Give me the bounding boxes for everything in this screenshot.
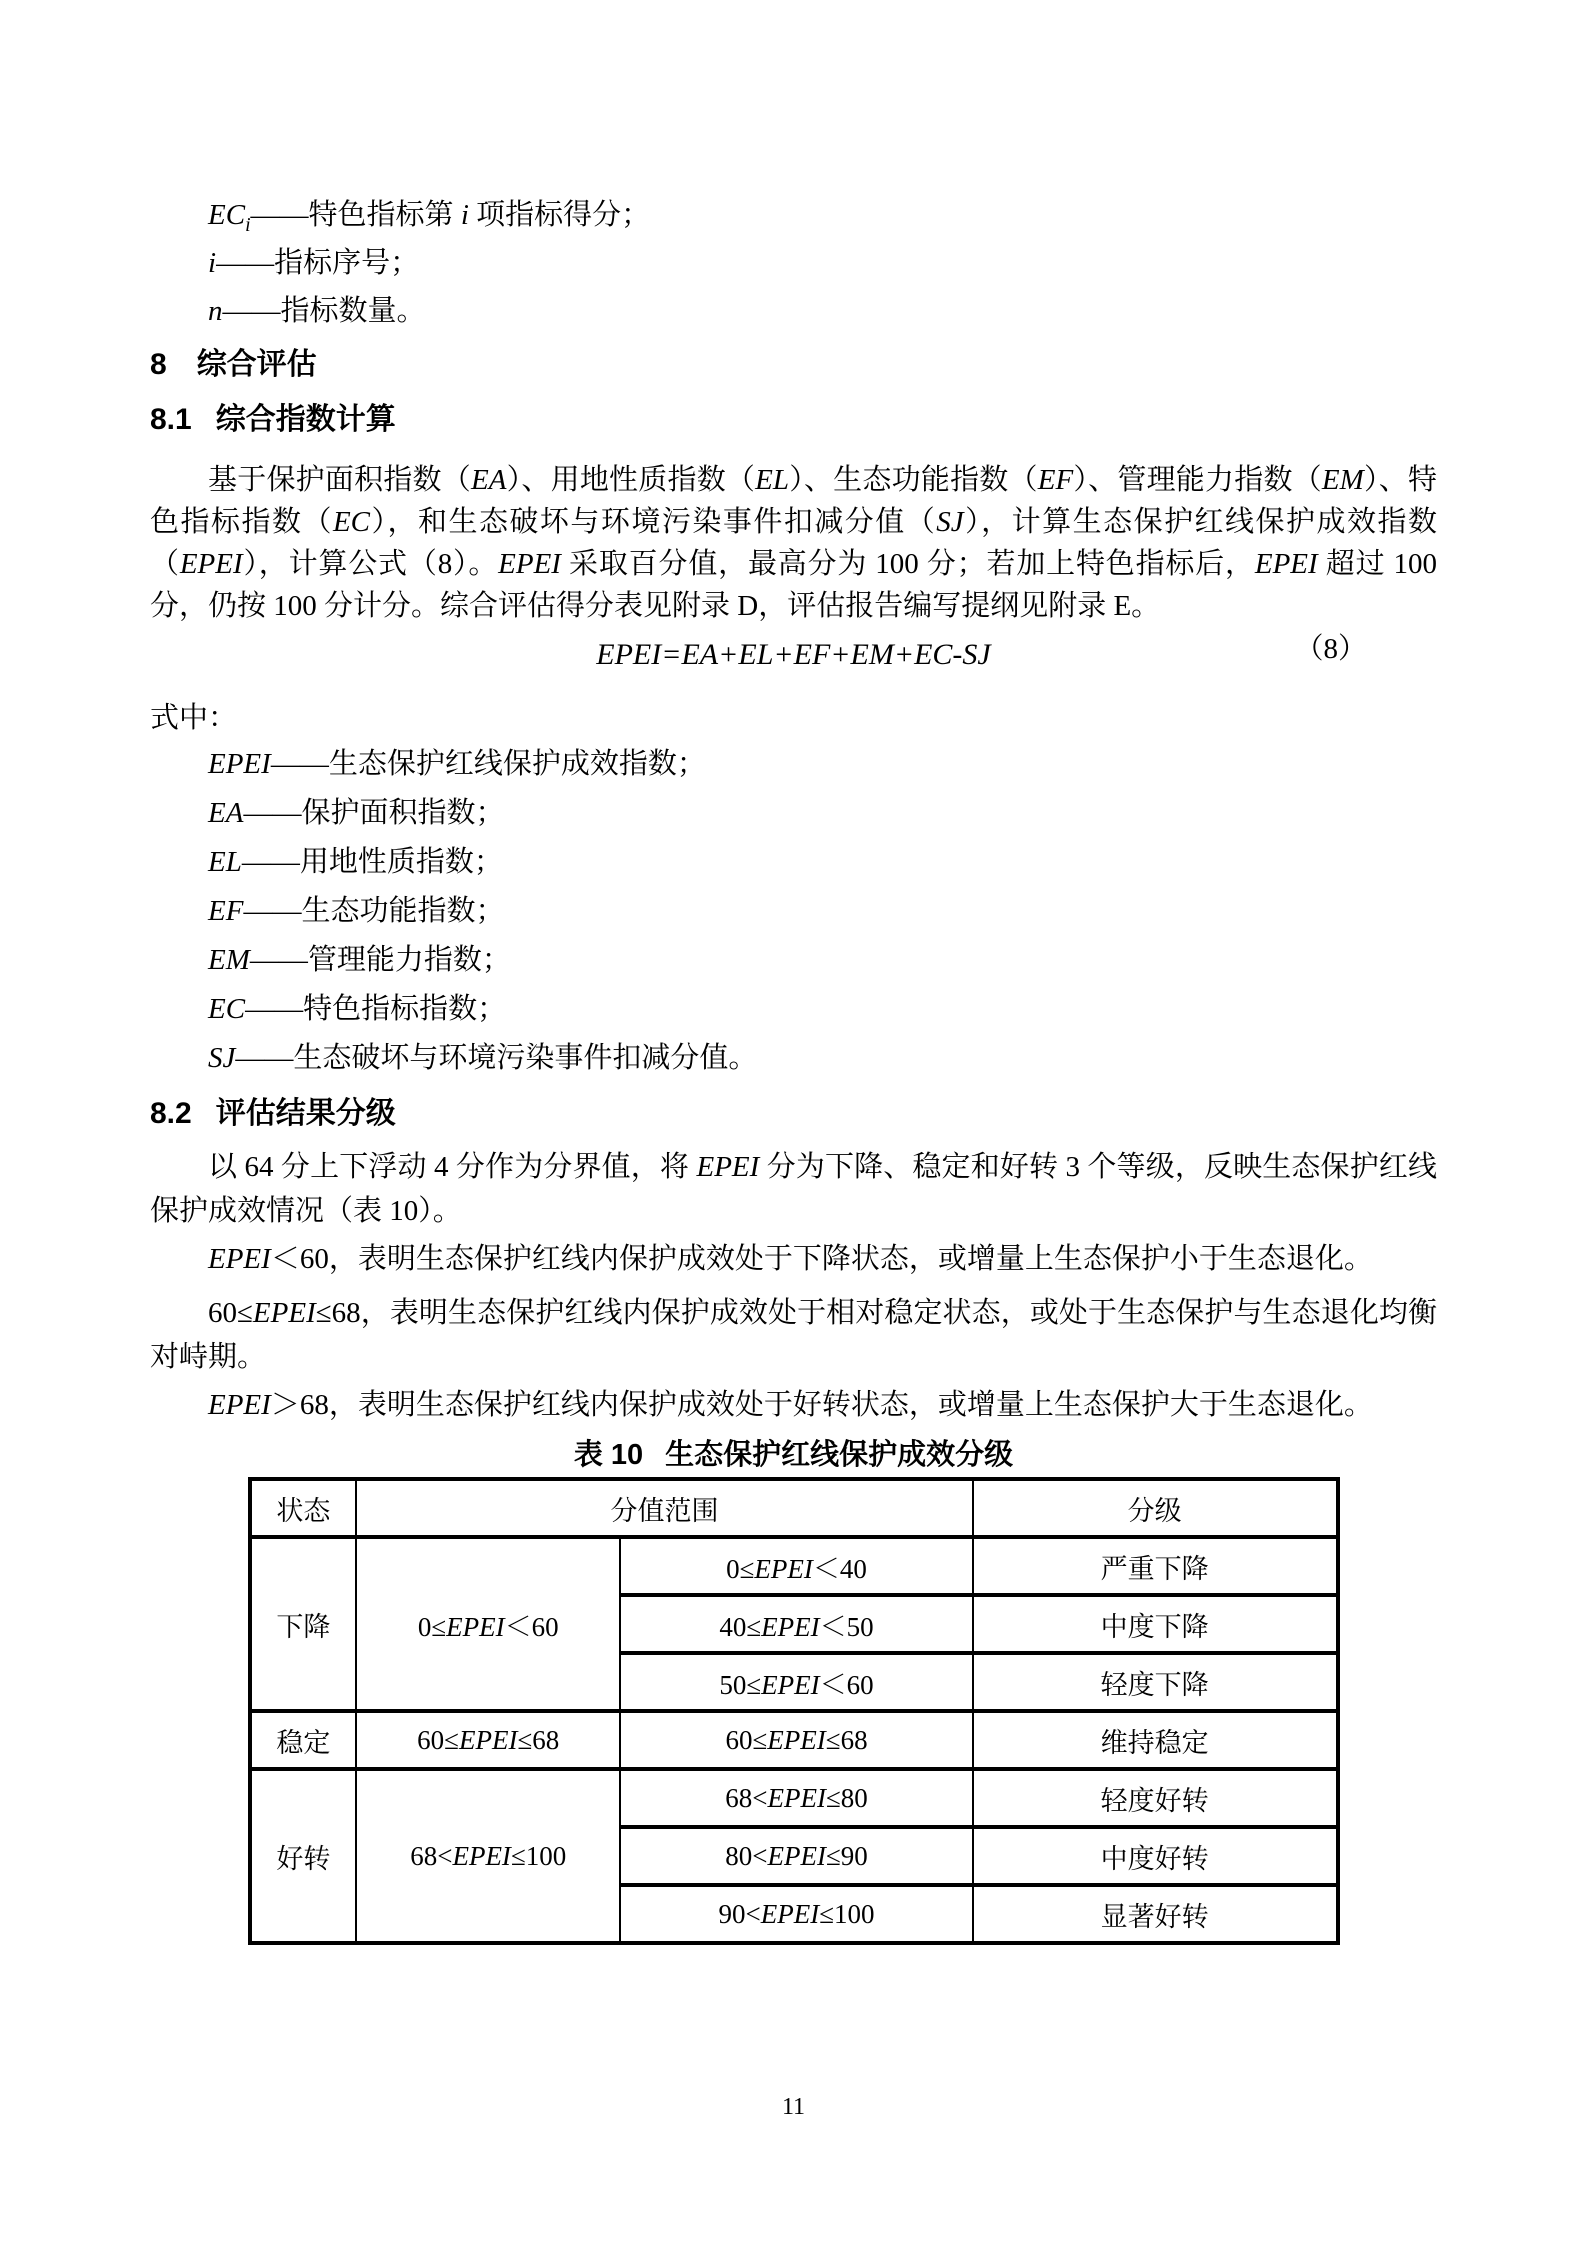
table-row bbox=[250, 1537, 1338, 1595]
formula-number: （8） bbox=[1294, 633, 1367, 665]
section-number: 8.2 bbox=[150, 1097, 192, 1130]
section-heading-8-1 bbox=[150, 395, 1437, 445]
where-definition-line: EF——生态功能指数； bbox=[208, 895, 505, 927]
table-header-row bbox=[250, 1479, 1338, 1537]
cell-subrange: 68<EPEI≤80 bbox=[620, 1769, 973, 1827]
formula-epei: EPEI=EA+EL+EF+EM+EC-SJ bbox=[596, 638, 991, 671]
cell-range-stable: 60≤EPEI≤68 bbox=[356, 1711, 620, 1769]
cell-status-decline: 下降 bbox=[250, 1537, 357, 1711]
cell-subrange: 60≤EPEI≤68 bbox=[620, 1711, 973, 1769]
paragraph-8-2: 以 64 分上下浮动 4 分作为分界值，将 EPEI 分为下降、稳定和好转 3 个等级，反映生态保护红线保护成效情况（表 10）。 bbox=[150, 1151, 1437, 1227]
cell-grade: 中度下降 bbox=[973, 1595, 1338, 1653]
cell-status-stable: 稳定 bbox=[250, 1711, 357, 1769]
cell-subrange: 0≤EPEI＜40 bbox=[620, 1537, 973, 1595]
table-caption-title: 生态保护红线保护成效分级 bbox=[665, 1439, 1014, 1471]
cell-subrange: 50≤EPEI＜60 bbox=[620, 1653, 973, 1711]
header-status: 状态 bbox=[250, 1479, 357, 1537]
table-10 bbox=[248, 1477, 1340, 1945]
where-definition-line: EL——用地性质指数； bbox=[208, 846, 503, 878]
section-title: 综合指数计算 bbox=[215, 403, 396, 436]
cell-subrange: 80<EPEI≤90 bbox=[620, 1827, 973, 1885]
cell-range-improve: 68<EPEI≤100 bbox=[356, 1769, 620, 1943]
where-definition-line: EPEI——生态保护红线保护成效指数； bbox=[208, 748, 706, 780]
header-range: 分值范围 bbox=[356, 1479, 973, 1537]
cell-grade: 中度好转 bbox=[973, 1827, 1338, 1885]
param-definition-line: n——指标数量。 bbox=[208, 295, 426, 327]
where-definition-line: EM——管理能力指数； bbox=[208, 944, 511, 976]
where-definition-line: SJ——生态破坏与环境污染事件扣减分值。 bbox=[208, 1042, 758, 1074]
paragraph-8-2: EPEI＜60，表明生态保护红线内保护成效处于下降状态，或增量上生态保护小于生态退化。 bbox=[208, 1243, 1373, 1275]
table-caption-label: 表 10 bbox=[573, 1439, 644, 1471]
where-definition-line: EC——特色指标指数； bbox=[208, 993, 507, 1025]
cell-grade: 维持稳定 bbox=[973, 1711, 1338, 1769]
section-heading-8-2 bbox=[150, 1089, 1437, 1139]
param-definition-line: $EC_i——$特色指标第 i 项指标得分； bbox=[208, 199, 651, 236]
table-10-caption bbox=[150, 1433, 1437, 1477]
paragraph-8-1: 基于保护面积指数（EA）、用地性质指数（EL）、生态功能指数（EF）、管理能力指数（EM）、特色指标指数（EC），和生态破坏与环境污染事件扣减分值（SJ），计算生态保护红线保护成效指数（EPEI），计算公式（8）。EPEI 采取百分值，最高分为 100 分；若加上特色指标后，EPEI 超过 100 分，仍按 100 分计分。综合评估得分表见附录 D，评估报告编写提纲见附录 E。 bbox=[150, 464, 1437, 622]
table-row bbox=[250, 1711, 1338, 1769]
page-number: 11 bbox=[781, 2094, 806, 2120]
header-grade: 分级 bbox=[973, 1479, 1338, 1537]
section-title: 评估结果分级 bbox=[215, 1097, 396, 1130]
where-label: 式中： bbox=[150, 702, 238, 734]
cell-status-improve: 好转 bbox=[250, 1769, 357, 1943]
cell-grade: 显著好转 bbox=[973, 1885, 1338, 1943]
cell-grade: 轻度好转 bbox=[973, 1769, 1338, 1827]
paragraph-8-2: EPEI＞68，表明生态保护红线内保护成效处于好转状态，或增量上生态保护大于生态退化。 bbox=[208, 1389, 1373, 1421]
section-number: 8 bbox=[150, 348, 167, 381]
section-title: 综合评估 bbox=[196, 348, 317, 381]
where-definition-line: EA——保护面积指数； bbox=[208, 797, 505, 829]
formula-row bbox=[150, 632, 1437, 678]
cell-grade: 轻度下降 bbox=[973, 1653, 1338, 1711]
cell-grade: 严重下降 bbox=[973, 1537, 1338, 1595]
section-number: 8.1 bbox=[150, 403, 192, 436]
cell-range-decline: 0≤EPEI＜60 bbox=[356, 1537, 620, 1711]
paragraph-8-2: 60≤EPEI≤68，表明生态保护红线内保护成效处于相对稳定状态，或处于生态保护与生态退化均衡对峙期。 bbox=[150, 1297, 1437, 1373]
cell-subrange: 40≤EPEI＜50 bbox=[620, 1595, 973, 1653]
section-heading-8 bbox=[150, 340, 1437, 390]
table-row bbox=[250, 1769, 1338, 1827]
param-definition-line: i——指标序号； bbox=[208, 247, 420, 279]
cell-subrange: 90<EPEI≤100 bbox=[620, 1885, 973, 1943]
